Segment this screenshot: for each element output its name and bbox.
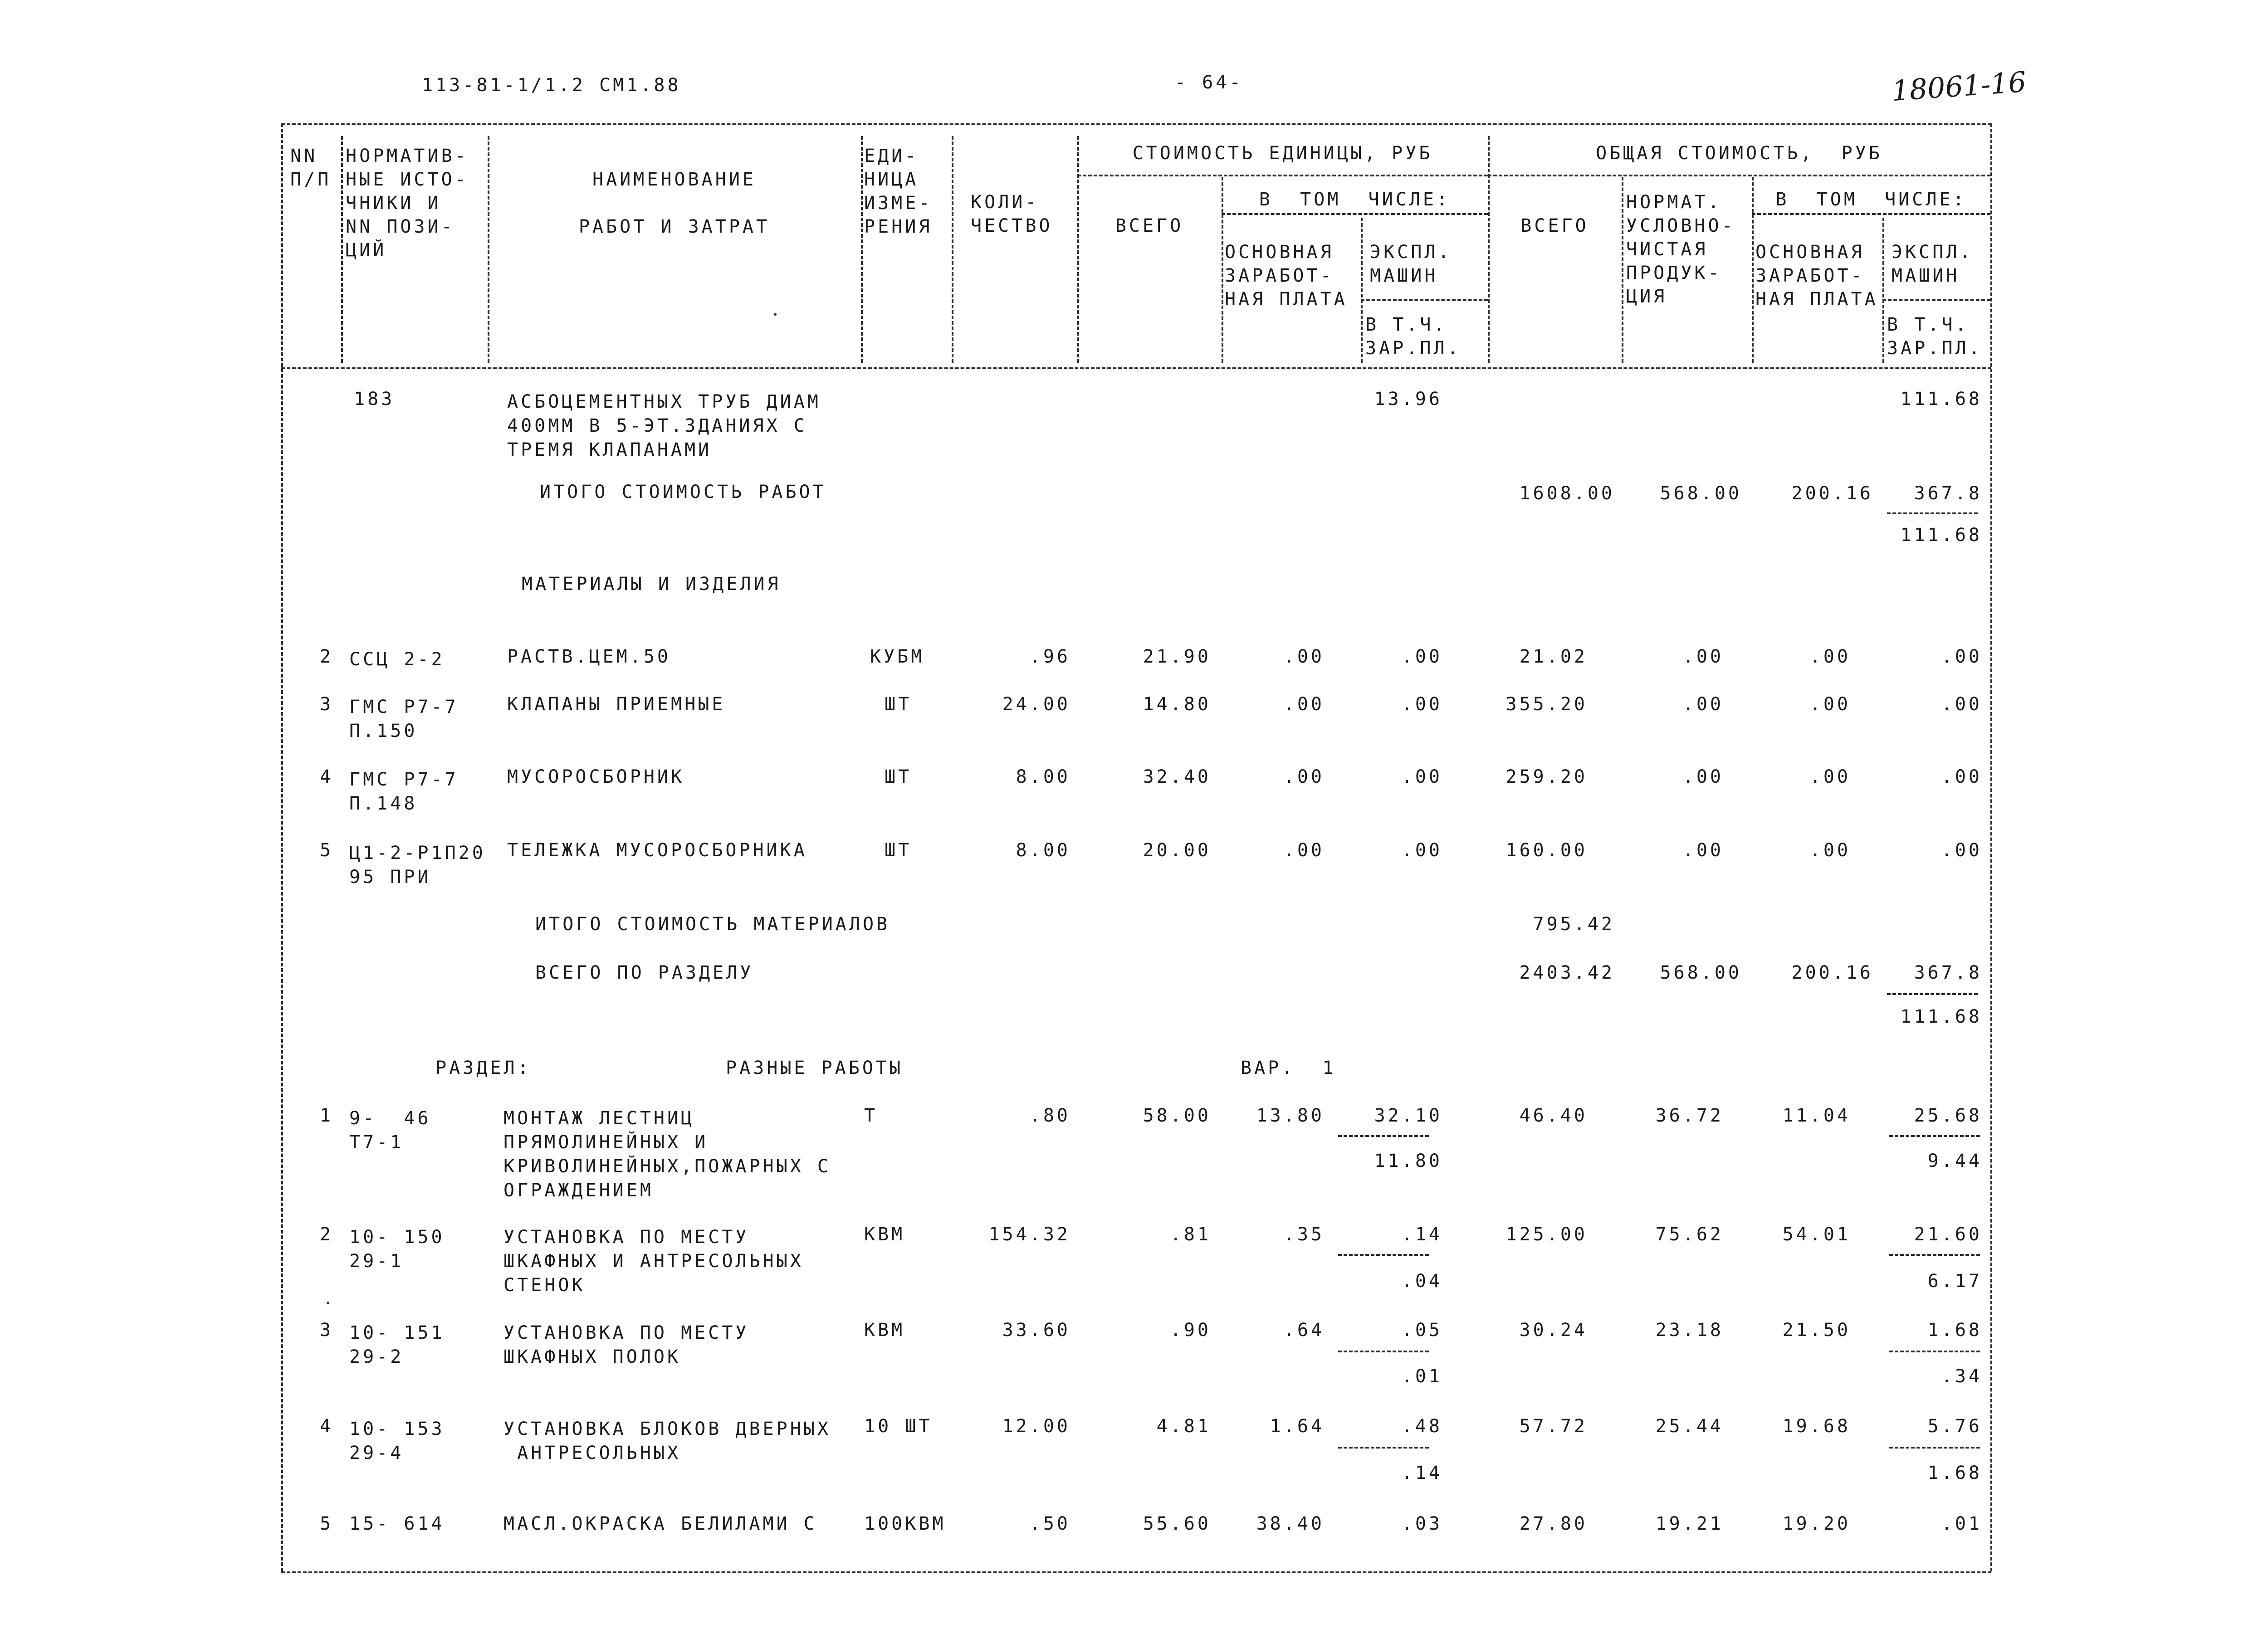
header-subrule	[1752, 213, 1990, 215]
header-net-production: НОРМАТ. УСЛОВНО- ЧИСТАЯ ПРОДУК- ЦИЯ	[1626, 192, 1735, 307]
unit-machines: .00	[1401, 840, 1442, 861]
net-production: 568.00	[1660, 483, 1742, 504]
fraction-rule	[1887, 993, 1978, 995]
row-nn: 5	[320, 1513, 334, 1534]
row-unit: КУБМ	[870, 646, 925, 667]
unit-total: 14.80	[1143, 694, 1211, 715]
total-machines: 21.60	[1914, 1224, 1982, 1245]
total-machines-wage: .34	[1941, 1366, 1982, 1387]
fraction-rule	[1887, 512, 1978, 514]
table-left-rule	[281, 123, 283, 1571]
total-wage: 54.01	[1782, 1224, 1851, 1245]
section-heading-materials: МАТЕРИАЛЫ И ИЗДЕЛИЯ	[522, 574, 781, 595]
header-divider	[952, 136, 953, 363]
total-machines: .00	[1941, 646, 1982, 667]
total-machines-wage: 111.68	[1900, 525, 1982, 546]
total-wage: 21.50	[1782, 1320, 1851, 1341]
section-label: РАЗДЕЛ:	[435, 1058, 531, 1078]
header-total: ВСЕГО	[1520, 215, 1589, 236]
row-unit: ШТ	[885, 840, 912, 861]
unit-machines: 32.10	[1374, 1105, 1442, 1126]
row-nn: 4	[320, 1416, 334, 1437]
unit-machines: .00	[1401, 646, 1442, 667]
total: 125.00	[1505, 1224, 1588, 1245]
net-production: .00	[1682, 646, 1724, 667]
unit-machines: .48	[1401, 1416, 1442, 1437]
net-production: 568.00	[1660, 962, 1742, 983]
header-divider	[1488, 136, 1490, 363]
unit-machines: 13.96	[1374, 389, 1442, 410]
page-number: - 64-	[1175, 72, 1243, 93]
header-subrule	[1077, 175, 1488, 176]
total-machines: .00	[1941, 840, 1982, 861]
total-machines: 367.8	[1914, 962, 1982, 983]
total-wage: .00	[1809, 840, 1851, 861]
header-unit-machines-wage: В Т.Ч. ЗАР.ПЛ.	[1365, 314, 1461, 359]
total-wage: .00	[1809, 694, 1851, 715]
header-divider	[1882, 218, 1884, 363]
total-machines: 1.68	[1927, 1320, 1982, 1341]
total: 259.20	[1505, 766, 1588, 787]
unit-total: 21.90	[1143, 646, 1211, 667]
row-unit: 10 ШТ	[864, 1416, 933, 1437]
unit-wage: .00	[1283, 840, 1325, 861]
unit-total: 20.00	[1143, 840, 1211, 861]
unit-wage: 38.40	[1256, 1513, 1325, 1534]
total: 160.00	[1505, 840, 1588, 861]
total-machines: .01	[1941, 1513, 1982, 1534]
row-name: ИТОГО СТОИМОСТЬ РАБОТ	[540, 482, 826, 502]
header-unit: ЕДИ- НИЦА ИЗМЕ- РЕНИЯ	[864, 146, 933, 237]
row-name: МАСЛ.ОКРАСКА БЕЛИЛАМИ С	[503, 1513, 817, 1534]
header-total-including: В ТОМ ЧИСЛЕ:	[1775, 189, 1967, 210]
row-name: МОНТАЖ ЛЕСТНИЦ ПРЯМОЛИНЕЙНЫХ И КРИВОЛИНЕЙНЫХ,ПОЖАРНЫХ С ОГРАЖДЕНИЕМ	[503, 1108, 831, 1201]
row-name: УСТАНОВКА ПО МЕСТУ ШКАФНЫХ ПОЛОК	[503, 1322, 749, 1367]
total-machines: 25.68	[1914, 1105, 1982, 1126]
section-title: РАЗНЫЕ РАБОТЫ	[726, 1058, 904, 1078]
net-production: .00	[1682, 766, 1724, 787]
unit-machines: .14	[1401, 1224, 1442, 1245]
total-machines: 5.76	[1927, 1416, 1982, 1437]
total-machines: .00	[1941, 694, 1982, 715]
row-quantity: 24.00	[1002, 694, 1070, 715]
table-top-rule	[281, 123, 1991, 125]
header-unit-including: В ТОМ ЧИСЛЕ:	[1259, 189, 1451, 210]
row-nn: 2	[320, 1224, 334, 1245]
table-right-rule	[1990, 123, 1992, 1571]
total-machines-wage: 9.44	[1927, 1151, 1982, 1171]
unit-machines-wage: .01	[1401, 1366, 1442, 1387]
header-total-machines: ЭКСПЛ. МАШИН	[1892, 242, 1974, 286]
total: 355.20	[1505, 694, 1588, 715]
total-machines-wage: 111.68	[1900, 1006, 1982, 1027]
row-quantity: 8.00	[1016, 766, 1070, 787]
fraction-rule	[1889, 1447, 1980, 1449]
document-code: 113-81-1/1.2 СМ1.88	[422, 75, 681, 96]
unit-machines: .00	[1401, 694, 1442, 715]
row-unit: КВМ	[864, 1224, 905, 1245]
row-name: АСБОЦЕМЕНТНЫХ ТРУБ ДИАМ 400ММ В 5-ЭТ.ЗДАНИЯХ С ТРЕМЯ КЛАПАНАМИ	[507, 391, 821, 460]
row-quantity: 12.00	[1002, 1416, 1070, 1437]
row-quantity: .50	[1029, 1513, 1070, 1534]
row-name: ВСЕГО ПО РАЗДЕЛУ	[535, 962, 754, 983]
total: 795.42	[1533, 914, 1615, 935]
section-variant: ВАР. 1	[1241, 1058, 1336, 1078]
table-bottom-rule	[281, 1571, 1991, 1573]
row-name: УСТАНОВКА БЛОКОВ ДВЕРНЫХ АНТРЕСОЛЬНЫХ	[503, 1419, 831, 1463]
fraction-rule	[1338, 1447, 1429, 1449]
row-norm: 10- 151 29-2	[349, 1322, 445, 1367]
print-speck	[774, 313, 777, 316]
total-wage: 11.04	[1782, 1105, 1851, 1126]
row-name: КЛАПАНЫ ПРИЕМНЫЕ	[507, 694, 726, 715]
total: 57.72	[1519, 1416, 1588, 1437]
header-unit-machines: ЭКСПЛ. МАШИН	[1370, 242, 1452, 286]
row-norm: ССЦ 2-2	[349, 649, 445, 670]
fraction-rule	[1889, 1135, 1980, 1137]
header-divider	[1622, 177, 1623, 363]
header-unit-wage: ОСНОВНАЯ ЗАРАБОТ- НАЯ ПЛАТА	[1225, 242, 1348, 310]
total-machines: 111.68	[1900, 389, 1982, 410]
row-name: ТЕЛЕЖКА МУСОРОСБОРНИКА	[507, 840, 807, 861]
header-subrule	[1882, 299, 1990, 301]
header-quantity: КОЛИ- ЧЕСТВО	[971, 192, 1053, 236]
header-total-machines-wage: В Т.Ч. ЗАР.ПЛ.	[1887, 314, 1983, 359]
total: 2403.42	[1519, 962, 1615, 983]
row-nn: 1	[320, 1105, 334, 1126]
total-wage: 19.20	[1782, 1513, 1851, 1534]
unit-wage: 1.64	[1270, 1416, 1325, 1437]
unit-machines-wage: .04	[1401, 1271, 1442, 1292]
print-speck	[327, 1302, 329, 1304]
header-subrule	[1361, 299, 1488, 301]
header-work-name: НАИМЕНОВАНИЕ РАБОТ И ЗАТРАТ	[578, 169, 770, 237]
net-production: 23.18	[1655, 1320, 1724, 1341]
header-nn: NN П/П	[290, 146, 332, 190]
net-production: 19.21	[1655, 1513, 1724, 1534]
row-norm: 10- 153 29-4	[349, 1419, 445, 1463]
unit-machines: .00	[1401, 766, 1442, 787]
header-divider	[861, 136, 863, 363]
header-total-wage: ОСНОВНАЯ ЗАРАБОТ- НАЯ ПЛАТА	[1755, 242, 1878, 310]
header-unit-total: ВСЕГО	[1115, 215, 1184, 236]
total: 46.40	[1519, 1105, 1588, 1126]
unit-total: 32.40	[1143, 766, 1211, 787]
fraction-rule	[1338, 1351, 1429, 1352]
row-quantity: 8.00	[1016, 840, 1070, 861]
header-total-cost: ОБЩАЯ СТОИМОСТЬ, РУБ	[1596, 143, 1882, 164]
row-norm: 183	[354, 389, 395, 410]
row-unit: КВМ	[864, 1320, 905, 1341]
header-divider	[1361, 218, 1363, 363]
unit-machines-wage: 11.80	[1374, 1151, 1442, 1171]
unit-wage: .00	[1283, 766, 1325, 787]
unit-machines: .03	[1401, 1513, 1442, 1534]
total-wage: .00	[1809, 766, 1851, 787]
header-divider	[341, 136, 343, 363]
unit-wage: 13.80	[1256, 1105, 1325, 1126]
header-normative-source: НОРМАТИВ- НЫЕ ИСТО- ЧНИКИ И NN ПОЗИ- ЦИЙ	[346, 146, 469, 261]
row-quantity: .80	[1029, 1105, 1070, 1126]
total-wage: 200.16	[1791, 483, 1873, 504]
unit-machines-wage: .14	[1401, 1463, 1442, 1483]
net-production: .00	[1682, 694, 1724, 715]
unit-machines: .05	[1401, 1320, 1442, 1341]
unit-total: .81	[1170, 1224, 1211, 1245]
total-machines-wage: 6.17	[1927, 1271, 1982, 1292]
net-production: 25.44	[1655, 1416, 1724, 1437]
header-subrule	[1488, 175, 1990, 176]
header-bottom-rule	[281, 367, 1991, 369]
row-nn: 3	[320, 694, 334, 715]
row-name: МУСОРОСБОРНИК	[507, 766, 685, 787]
row-norm: Ц1-2-Р1П20 95 ПРИ	[349, 843, 486, 888]
row-name: ИТОГО СТОИМОСТЬ МАТЕРИАЛОВ	[535, 914, 890, 935]
total: 27.80	[1519, 1513, 1588, 1534]
row-unit: ШТ	[885, 766, 912, 787]
row-unit: ШТ	[885, 694, 912, 715]
net-production: .00	[1682, 840, 1724, 861]
unit-total: 4.81	[1156, 1416, 1211, 1437]
row-nn: 3	[320, 1320, 334, 1341]
row-name: РАСТВ.ЦЕМ.50	[507, 646, 671, 667]
row-norm: 15- 614	[349, 1513, 445, 1534]
row-quantity: .96	[1029, 646, 1070, 667]
total-machines: .00	[1941, 766, 1982, 787]
total-machines-wage: 1.68	[1927, 1463, 1982, 1483]
total: 1608.00	[1519, 483, 1615, 504]
total: 21.02	[1519, 646, 1588, 667]
net-production: 75.62	[1655, 1224, 1724, 1245]
row-nn: 4	[320, 766, 334, 787]
row-norm: ГМС Р7-7 П.148	[349, 769, 459, 814]
unit-total: 55.60	[1143, 1513, 1211, 1534]
row-quantity: 33.60	[1002, 1320, 1070, 1341]
row-unit: 100КВМ	[864, 1513, 946, 1534]
unit-wage: .00	[1283, 694, 1325, 715]
row-nn: 5	[320, 840, 334, 861]
total-wage: .00	[1809, 646, 1851, 667]
total-wage: 200.16	[1791, 962, 1873, 983]
row-name: УСТАНОВКА ПО МЕСТУ ШКАФНЫХ И АНТРЕСОЛЬНЫХ СТЕНОК	[503, 1227, 804, 1296]
unit-wage: .64	[1283, 1320, 1325, 1341]
unit-total: .90	[1170, 1320, 1211, 1341]
unit-wage: .35	[1283, 1224, 1325, 1245]
fraction-rule	[1338, 1254, 1429, 1256]
total-machines: 367.8	[1914, 483, 1982, 504]
fraction-rule	[1889, 1254, 1980, 1256]
net-production: 36.72	[1655, 1105, 1724, 1126]
header-subrule	[1222, 213, 1488, 215]
total: 30.24	[1519, 1320, 1588, 1341]
row-unit: Т	[864, 1105, 878, 1126]
row-norm: 9- 46 Т7-1	[349, 1108, 431, 1153]
unit-wage: .00	[1283, 646, 1325, 667]
fraction-rule	[1338, 1135, 1429, 1137]
header-divider	[1077, 136, 1079, 363]
total-wage: 19.68	[1782, 1416, 1851, 1437]
header-unit-cost: СТОИМОСТЬ ЕДИНИЦЫ, РУБ	[1132, 143, 1433, 164]
handwritten-archive-number: 18061-16	[1890, 65, 2028, 108]
row-quantity: 154.32	[988, 1224, 1070, 1245]
unit-total: 58.00	[1143, 1105, 1211, 1126]
row-norm: 10- 150 29-1	[349, 1227, 445, 1272]
row-norm: ГМС Р7-7 П.150	[349, 697, 459, 741]
fraction-rule	[1889, 1351, 1980, 1352]
row-nn: 2	[320, 646, 334, 667]
